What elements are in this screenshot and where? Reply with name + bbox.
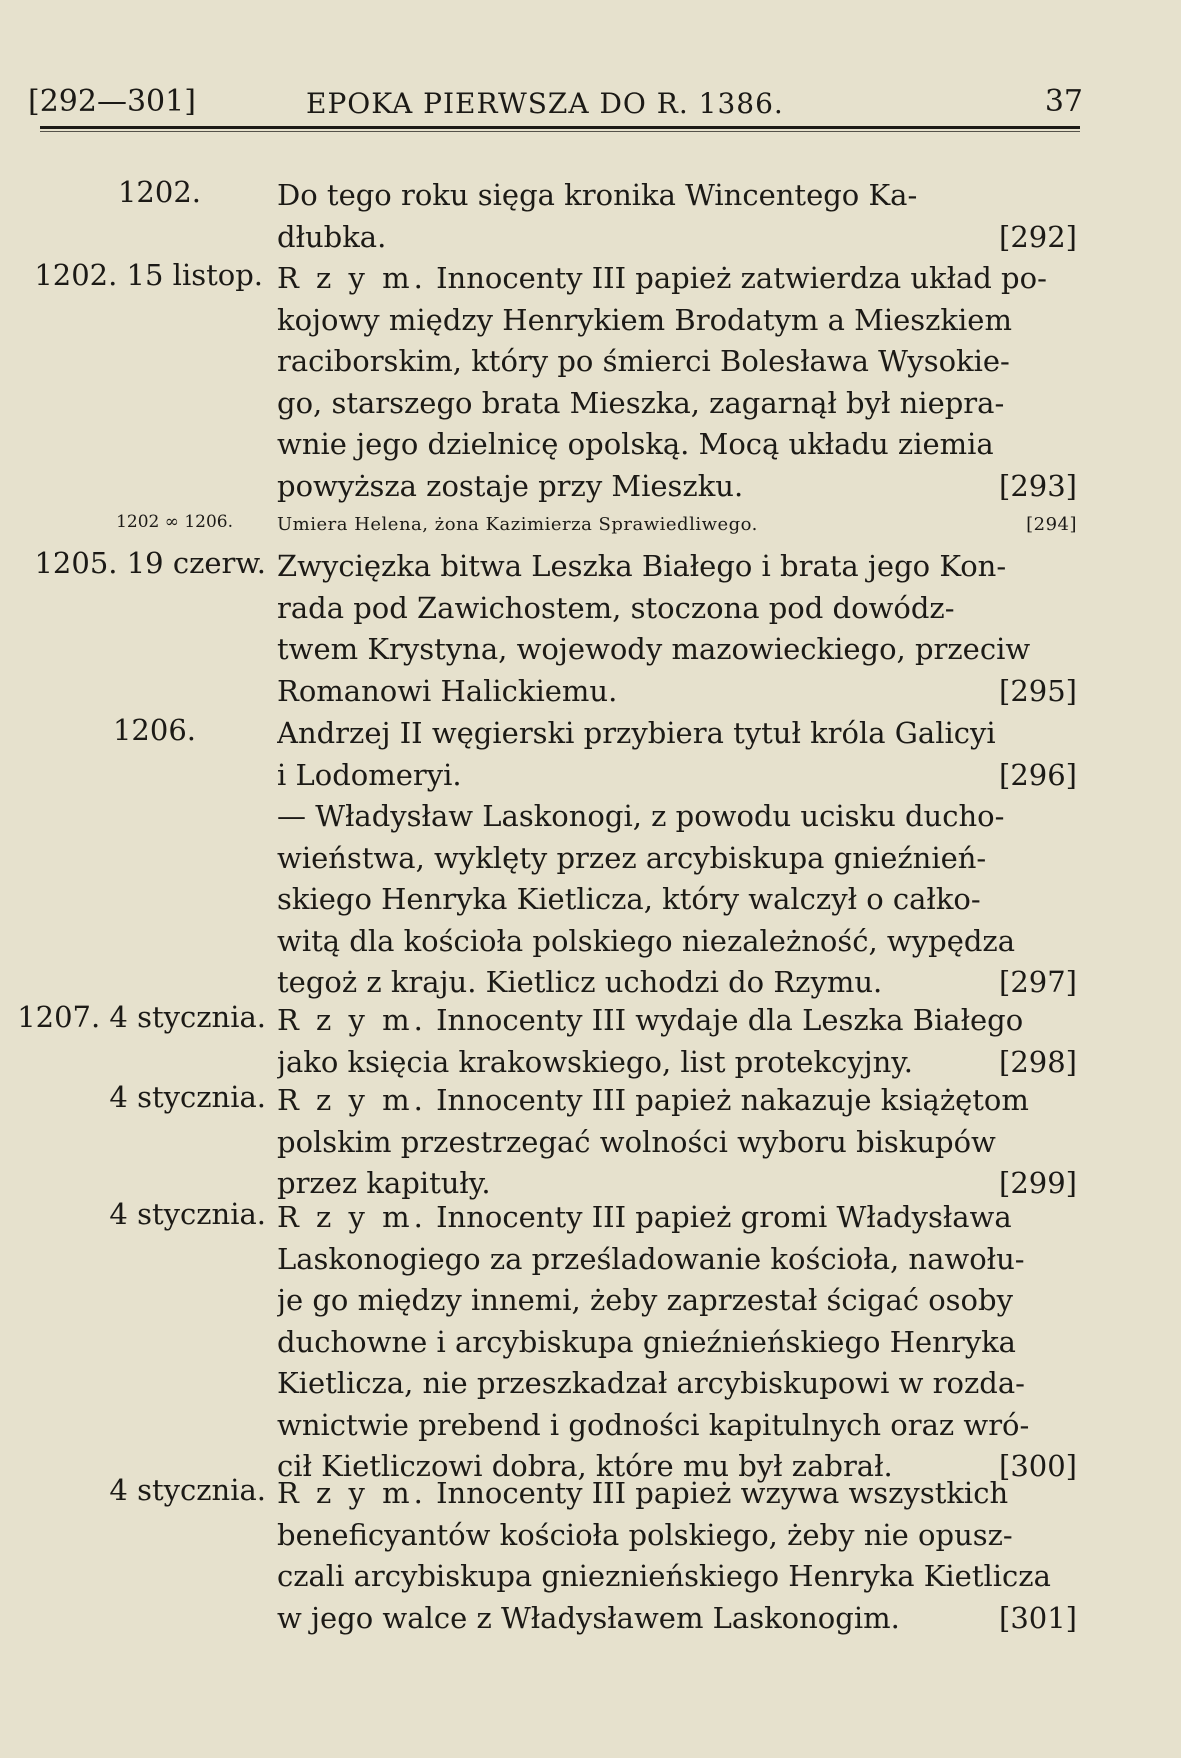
text-line: wieństwa, wyklęty przez arcybiskupa gnieźnień- [277,840,987,875]
text-line: Andrzej II węgierski przybiera tytuł króla Galicyi [277,716,996,750]
text-line [277,755,1077,797]
text-line-content: Innocenty III papież nakazuje książętom [436,1083,1029,1117]
entry-number: [299] [999,1166,1077,1200]
text-line: Kietlicza, nie przeszkadzał arcybiskupowi w rozda- [277,1366,1025,1400]
entry-date: 4 stycznia. [109,1197,266,1231]
place-name: R z y m. [277,1476,427,1510]
page-number: 37 [1044,84,1083,119]
text-line: beneficyantów kościoła polskiego, żeby nie opusz- [277,1517,1013,1552]
entry-text [277,1000,1077,1083]
text-line: twem Krystyna, wojewody mazowieckiego, przeciw [277,632,1031,666]
text-line [277,258,1077,300]
text-line-content: cił Kietliczowi dobra, które mu był zabrał. [277,1449,893,1483]
entry-text [277,1473,1077,1639]
text-line-content: Innocenty III papież zatwierdza układ po- [436,261,1047,295]
text-line: czali arcybiskupa gnieznieńskiego Henryka Kietlicza [277,1559,1051,1593]
text-line-content: i Lodomeryi. [277,757,462,792]
entry-number: [298] [999,1044,1077,1079]
text-line-content: dłubka. [277,219,387,254]
text-line [277,962,1077,1004]
header-rule [40,126,1080,129]
text-line-content: Innocenty III wydaje dla Leszka Białego [436,1003,1024,1037]
entry-text [277,713,1077,796]
entry-date: 1202. 15 listop. [34,258,263,292]
text-line: Zwycięzka bitwa Leszka Białego i brata jego Kon- [277,549,1007,583]
header-range: [292—301] [28,84,196,119]
text-line-content: powyższa zostaje przy Mieszku. [277,468,744,503]
text-line-content: Umiera Helena, żona Kazimierza Sprawiedliwego. [277,514,758,535]
text-line: duchowne i arcybiskupa gnieźnieńskiego Henryka [277,1324,1016,1359]
entry-date: 1202. [117,175,201,209]
text-line-content: przez kapituły. [277,1166,491,1200]
text-line: skiego Henryka Kietlicza, który walczył o całko- [277,882,981,916]
place-name: R z y m. [277,261,427,295]
text-line [277,217,1077,259]
place-name: R z y m. [277,1003,427,1037]
text-line [277,1000,1077,1042]
entry-number: [301] [999,1600,1077,1635]
text-line: polskim przestrzegać wolności wyboru biskupów [277,1124,996,1159]
header-title: EPOKA PIERWSZA DO R. 1386. [306,87,784,120]
text-line: kojowy między Henrykiem Brodatym a Mieszkiem [277,302,1012,337]
entry-text [277,175,1077,258]
entry-text [277,258,1077,507]
running-header [28,82,1083,122]
text-line: rada pod Zawichostem, stoczona pod dowódz- [277,590,955,625]
entry-text [277,1197,1077,1488]
text-line: Laskonogiego za prześladowanie kościoła, nawołu- [277,1241,1025,1276]
text-line [277,1197,1077,1239]
text-line: witą dla kościoła polskiego niezależność, wypędza [277,923,1015,958]
text-line: Do tego roku sięga kronika Wincentego Ka- [277,178,918,212]
text-line [277,1080,1077,1122]
text-line-content: Innocenty III papież wzywa wszystkich [436,1476,1009,1510]
text-line: wnie jego dzielnicę opolską. Mocą układu ziemia [277,427,994,461]
entry-date: 1205. 19 czerw. [34,546,266,580]
entry-text [277,796,1077,1004]
text-line: — Władysław Laskonogi, z powodu ucisku ducho- [277,799,1005,833]
entry-date: 4 stycznia. [109,1080,266,1114]
text-line-content: Romanowi Halickiemu. [277,673,618,708]
entry-date: 1202 ∞ 1206. [116,512,233,532]
text-line: raciborskim, który po śmierci Bolesława Wysokie- [277,344,1010,378]
entry-number: [294] [1026,514,1077,535]
text-line: go, starszego brata Mieszka, zagarnął był niepra- [277,385,1005,420]
text-line-content: jako księcia krakowskiego, list protekcyjny. [277,1044,914,1079]
place-name: R z y m. [277,1083,427,1117]
text-line: je go między innemi, żeby zaprzestał ścigać osoby [277,1283,1013,1317]
entry-date: 4 stycznia. [109,1473,266,1507]
text-line-content: Innocenty III papież gromi Władysława [436,1200,1012,1234]
entry-number: [293] [999,468,1077,503]
entry-number: [295] [999,673,1077,708]
entry-text [277,1080,1077,1205]
text-line [277,671,1077,713]
text-line: wnictwie prebend i godności kapitulnych oraz wró- [277,1407,1030,1442]
text-line [277,1473,1077,1515]
text-line [277,512,1077,538]
text-line-content: w jego walce z Władysławem Laskonogim. [277,1600,900,1635]
entry-text [277,546,1077,712]
entry-number: [292] [999,219,1077,254]
text-line [277,466,1077,508]
text-line [277,1042,1077,1084]
header-rule-thin [40,131,1080,132]
text-line [277,1598,1077,1640]
entry-number: [297] [999,965,1077,999]
text-line-content: tegoż z kraju. Kietlicz uchodzi do Rzymu. [277,965,883,999]
entry-text [277,512,1077,538]
place-name: R z y m. [277,1200,427,1234]
entry-number: [300] [999,1449,1077,1483]
entry-number: [296] [999,757,1077,792]
entry-date: 1206. [112,713,196,747]
entry-date: 1207. 4 stycznia. [17,1000,266,1034]
